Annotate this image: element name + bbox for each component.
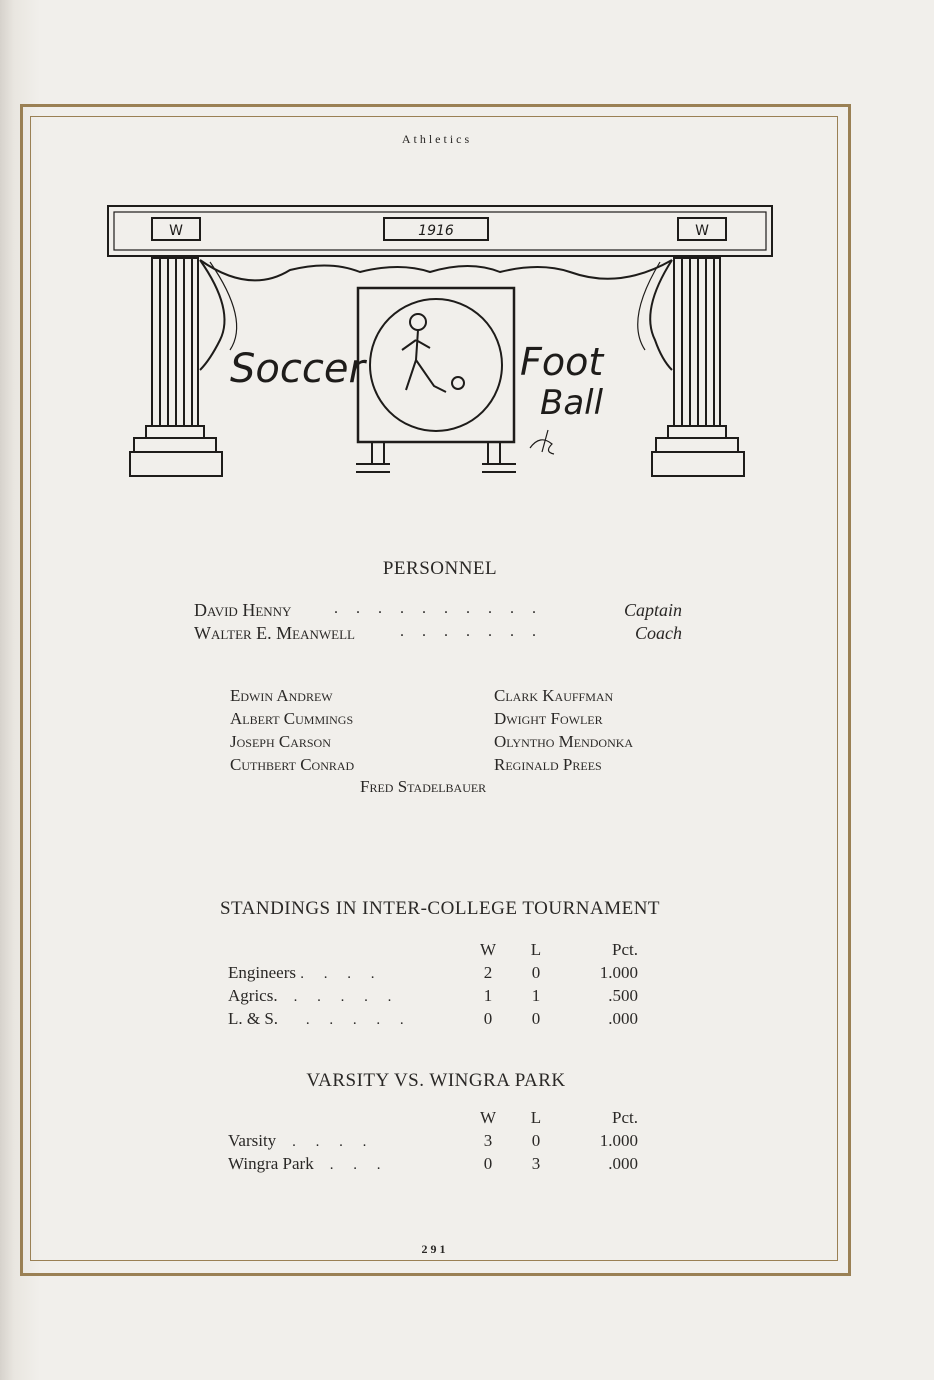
varsity-heading: VARSITY VS. WINGRA PARK <box>306 1070 566 1091</box>
word-foot: Foot <box>520 340 604 384</box>
player-name: Joseph Carson <box>230 732 331 751</box>
losses: 0 <box>531 1008 541 1028</box>
team-name: L. & S. <box>228 1008 279 1028</box>
wins: 2 <box>483 962 493 982</box>
header-pct: Pct. <box>612 1107 638 1127</box>
word-ball: Ball <box>540 383 604 423</box>
tournament-table <box>228 938 638 1030</box>
officer-role: Coach <box>635 623 682 643</box>
table-row: Agrics. . . . . . 1 1 .500 <box>228 984 638 1007</box>
banner-center-text: 1916 <box>418 223 454 239</box>
team-name: Wingra Park <box>228 1153 314 1173</box>
player-name: Olyntho Mendonka <box>494 732 634 751</box>
soccer-ball-icon <box>452 377 464 389</box>
leader-dots: . . . . . . . <box>400 623 543 640</box>
officer-name: David Henny <box>194 600 292 620</box>
percentage: 1.000 <box>599 1130 638 1150</box>
player-name: Clark Kauffman <box>494 686 614 705</box>
losses: 1 <box>531 985 541 1005</box>
wins: 0 <box>483 1008 493 1028</box>
table-header-row <box>228 938 638 961</box>
tournament-heading: STANDINGS IN INTER-COLLEGE TOURNAMENT <box>219 898 661 919</box>
table-row: Wingra Park . . . 0 3 .000 <box>228 1152 638 1175</box>
player-name: Edwin Andrew <box>230 686 333 705</box>
table-header-row <box>228 1106 638 1129</box>
header-w: W <box>479 939 497 959</box>
table-row: Engineers . . . . 2 0 1.000 <box>228 961 638 984</box>
losses: 3 <box>531 1153 541 1173</box>
player-name: Albert Cummings <box>230 709 354 728</box>
percentage: .000 <box>608 1153 638 1173</box>
wins: 0 <box>483 1153 493 1173</box>
table-row: Varsity . . . . 3 0 1.000 <box>228 1129 638 1152</box>
officer-row <box>194 623 682 645</box>
team-name: Agrics. <box>228 985 278 1005</box>
header-w: W <box>479 1107 497 1127</box>
wins: 1 <box>483 985 493 1005</box>
officer-row <box>194 600 682 622</box>
page-number: 291 <box>421 1242 449 1256</box>
word-soccer: Soccer <box>230 346 365 392</box>
percentage: .500 <box>608 985 638 1005</box>
team-name: Varsity <box>228 1130 277 1150</box>
banner-right-text: W <box>695 223 709 239</box>
soccer-football-illustration <box>100 200 780 490</box>
table-row: L. & S. . . . . . 0 0 .000 <box>228 1007 638 1030</box>
personnel-heading: PERSONNEL <box>382 558 498 579</box>
team-name: Engineers <box>228 962 296 982</box>
banner-left-text: W <box>169 223 183 239</box>
officer-role: Captain <box>623 600 682 620</box>
percentage: .000 <box>608 1008 638 1028</box>
percentage: 1.000 <box>599 962 638 982</box>
leader-dots: . . . . . . . . . . <box>334 600 543 617</box>
running-header: Athletics <box>401 132 473 146</box>
header-pct: Pct. <box>612 939 638 959</box>
wins: 3 <box>483 1130 493 1150</box>
officer-name: Walter E. Meanwell <box>194 623 355 643</box>
losses: 0 <box>531 1130 541 1150</box>
varsity-table <box>228 1106 638 1175</box>
losses: 0 <box>531 962 541 982</box>
player-name: Dwight Fowler <box>494 709 603 728</box>
header-l: L <box>530 1107 542 1127</box>
player-name: Fred Stadelbauer <box>360 777 487 796</box>
player-name: Reginald Prees <box>494 755 602 774</box>
player-name: Cuthbert Conrad <box>230 755 355 774</box>
header-l: L <box>530 939 542 959</box>
